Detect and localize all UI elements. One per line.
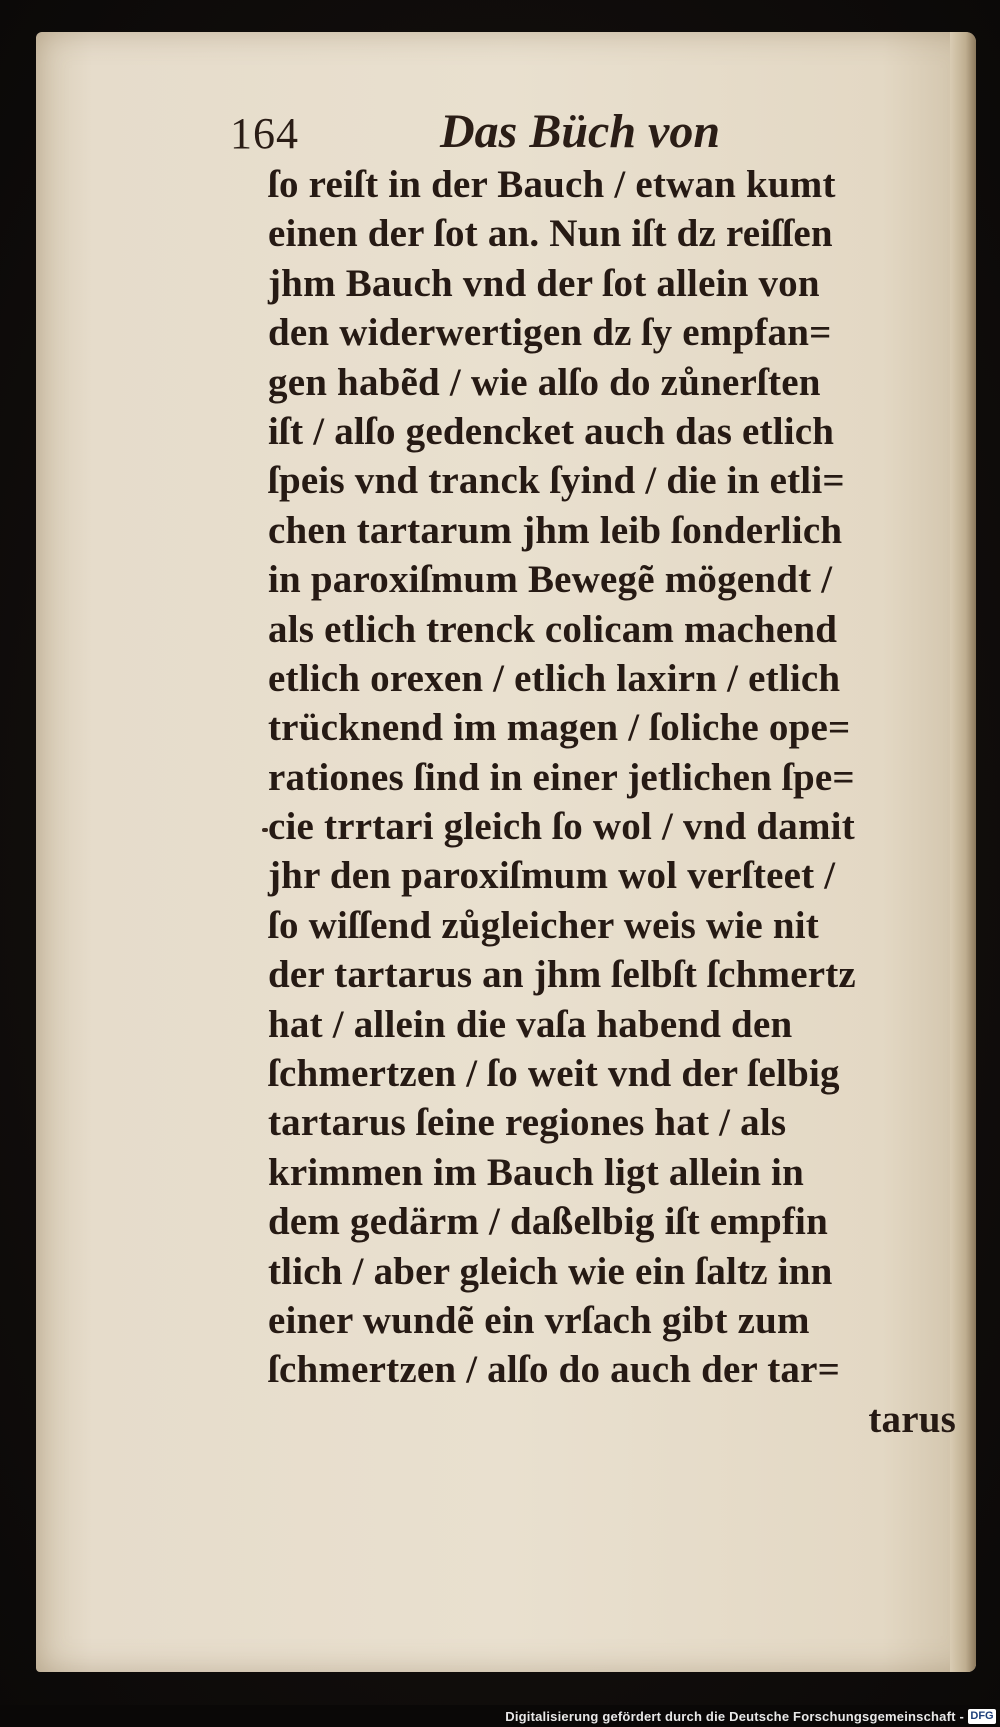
text-line: jhm Bauch vnd der ſot allein von	[268, 261, 820, 305]
body-text	[268, 160, 958, 1444]
text-line: gen habẽd / wie alſo do zůnerſten	[268, 360, 821, 404]
text-line: tartarus ſeine regiones hat / als	[268, 1101, 787, 1145]
running-head: Das Büch von	[440, 105, 721, 158]
text-line: krimmen im Bauch ligt allein in	[268, 1150, 804, 1194]
text-line: in paroxiſmum Bewegẽ mögendt /	[268, 558, 833, 602]
text-line: hat / allein die vaſa habend den	[268, 1002, 793, 1046]
text-line: der tartarus an jhm ſelbſt ſchmertz	[268, 953, 856, 997]
text-line: tlich / aber gleich wie ein ſaltz inn	[268, 1249, 833, 1293]
text-line: rationes ſind in einer jetlichen ſpe=	[268, 755, 855, 799]
funding-credit: Digitalisierung gefördert durch die Deutsche Forschungsgemeinschaft -	[505, 1709, 964, 1724]
text-line: einer wundẽ ein vrſach gibt zum	[268, 1298, 810, 1342]
text-line: einen der ſot an. Nun iſt dz reiſſen	[268, 212, 833, 256]
text-line: den widerwertigen dz ſy empfan=	[268, 311, 832, 355]
text-line: ſchmertzen / alſo do auch der tar=	[268, 1348, 841, 1392]
text-line: dem gedärm / daßelbig iſt empfin	[268, 1200, 828, 1244]
text-line: etlich orexen / etlich laxirn / etlich	[268, 656, 841, 700]
footer-bar	[0, 1705, 1000, 1727]
text-line: ſo wiſſend zůgleicher weis wie nit	[268, 903, 819, 947]
page-number: 164	[230, 109, 299, 158]
text-line: trücknend im magen / ſoliche ope=	[268, 706, 851, 750]
page-header	[230, 104, 790, 160]
text-line: ſpeis vnd tranck ſyind / die in etli=	[268, 459, 845, 503]
text-line: jhr den paroxiſmum wol verſteet /	[268, 854, 836, 898]
catchword: tarus	[868, 1397, 956, 1441]
text-line: cie trrtari gleich ſo wol / vnd damit	[268, 805, 855, 849]
text-line: chen tartarum jhm leib ſonderlich	[268, 508, 843, 552]
text-line: als etlich trenck colicam machend	[268, 607, 838, 651]
text-line: ſo reiſt in der Bauch / etwan kumt	[268, 163, 836, 206]
dfg-logo-icon: DFG	[968, 1709, 996, 1724]
text-line: ſchmertzen / ſo weit vnd der ſelbig	[268, 1052, 840, 1096]
text-line: iſt / alſo gedencket auch das etlich	[268, 409, 835, 453]
